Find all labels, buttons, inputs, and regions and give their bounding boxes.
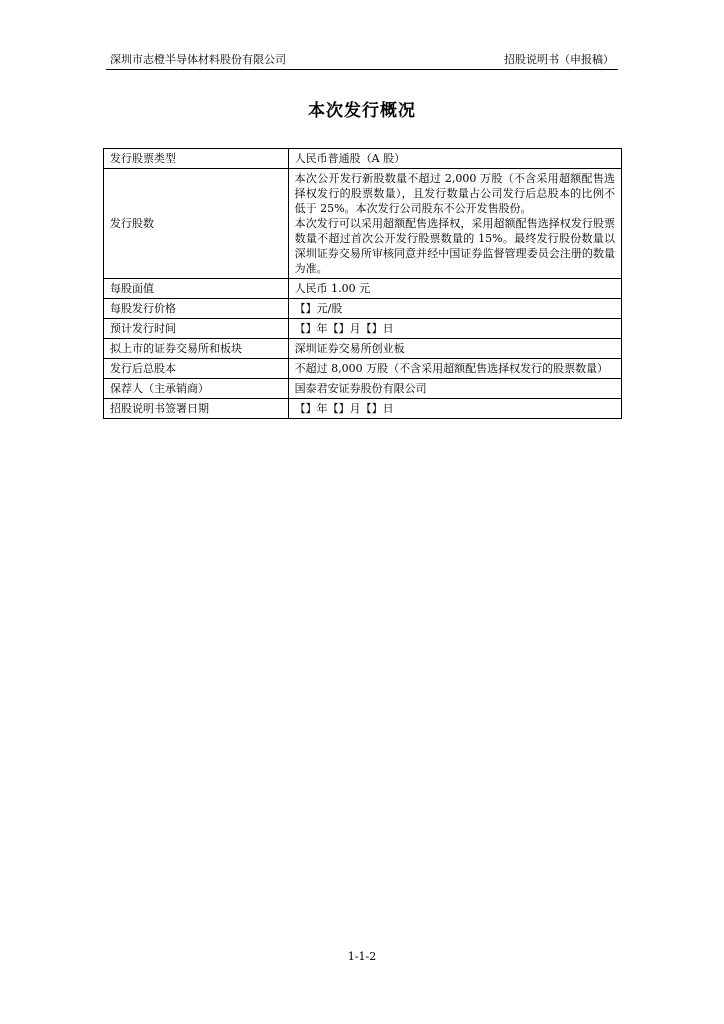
company-name: 深圳市志橙半导体材料股份有限公司 — [110, 53, 286, 66]
row-value — [288, 399, 621, 419]
row-label: 招股说明书签署日期 — [104, 399, 289, 419]
table-row — [104, 379, 622, 399]
row-label: 每股发行价格 — [104, 299, 289, 319]
row-label: 发行后总股本 — [104, 359, 289, 379]
row-label: 发行股数 — [104, 169, 289, 279]
row-value-text: 人民币普通股（A 股） — [294, 152, 406, 165]
row-value — [288, 169, 621, 279]
table-row — [104, 359, 622, 379]
table-row — [104, 399, 622, 419]
row-value — [288, 299, 621, 319]
row-value — [288, 149, 621, 169]
page-title: 本次发行概况 — [308, 101, 416, 121]
row-value-text: 【】元/股 — [294, 302, 343, 315]
row-label: 每股面值 — [104, 279, 289, 299]
row-value-text: 国泰君安证券股份有限公司 — [294, 382, 427, 395]
row-label: 发行股票类型 — [104, 149, 289, 169]
row-value-text: 【】年【】月【】日 — [294, 402, 394, 415]
header-divider — [106, 69, 618, 70]
row-label: 保荐人（主承销商） — [104, 379, 289, 399]
table-row — [104, 299, 622, 319]
row-value — [288, 279, 621, 299]
row-value-text: 本次发行可以采用超额配售选择权，采用超额配售选择权发行股票数量不超过首次公开发行股票数量的 15%。最终发行股份数量以深圳证券交易所审核同意并经中国证券监督管理委员会注册的数量为准。 — [294, 217, 615, 275]
row-value — [288, 339, 621, 359]
table-row — [104, 279, 622, 299]
table-row — [104, 169, 622, 279]
row-value-text: 人民币 1.00 元 — [294, 282, 371, 295]
page-number: 1-1-2 — [347, 950, 377, 963]
table-row — [104, 319, 622, 339]
issuance-overview-table — [103, 148, 622, 419]
row-value-text: 不超过 8,000 万股（不含采用超额配售选择权发行的股票数量） — [294, 362, 609, 375]
row-value-text: 【】年【】月【】日 — [294, 322, 394, 335]
table-row — [104, 149, 622, 169]
row-value-text: 深圳证券交易所创业板 — [294, 342, 405, 355]
document-type: 招股说明书（申报稿） — [504, 53, 614, 66]
row-label: 预计发行时间 — [104, 319, 289, 339]
row-value — [288, 319, 621, 339]
table-row — [104, 339, 622, 359]
page-header — [108, 52, 616, 70]
row-value — [288, 379, 621, 399]
row-value-text: 本次公开发行新股数量不超过 2,000 万股（不含采用超额配售选择权发行的股票数量），且发行数量占公司发行后总股本的比例不低于 25%。本次发行公司股东不公开发售股份。 — [294, 172, 615, 215]
row-value — [288, 359, 621, 379]
row-label: 拟上市的证券交易所和板块 — [104, 339, 289, 359]
